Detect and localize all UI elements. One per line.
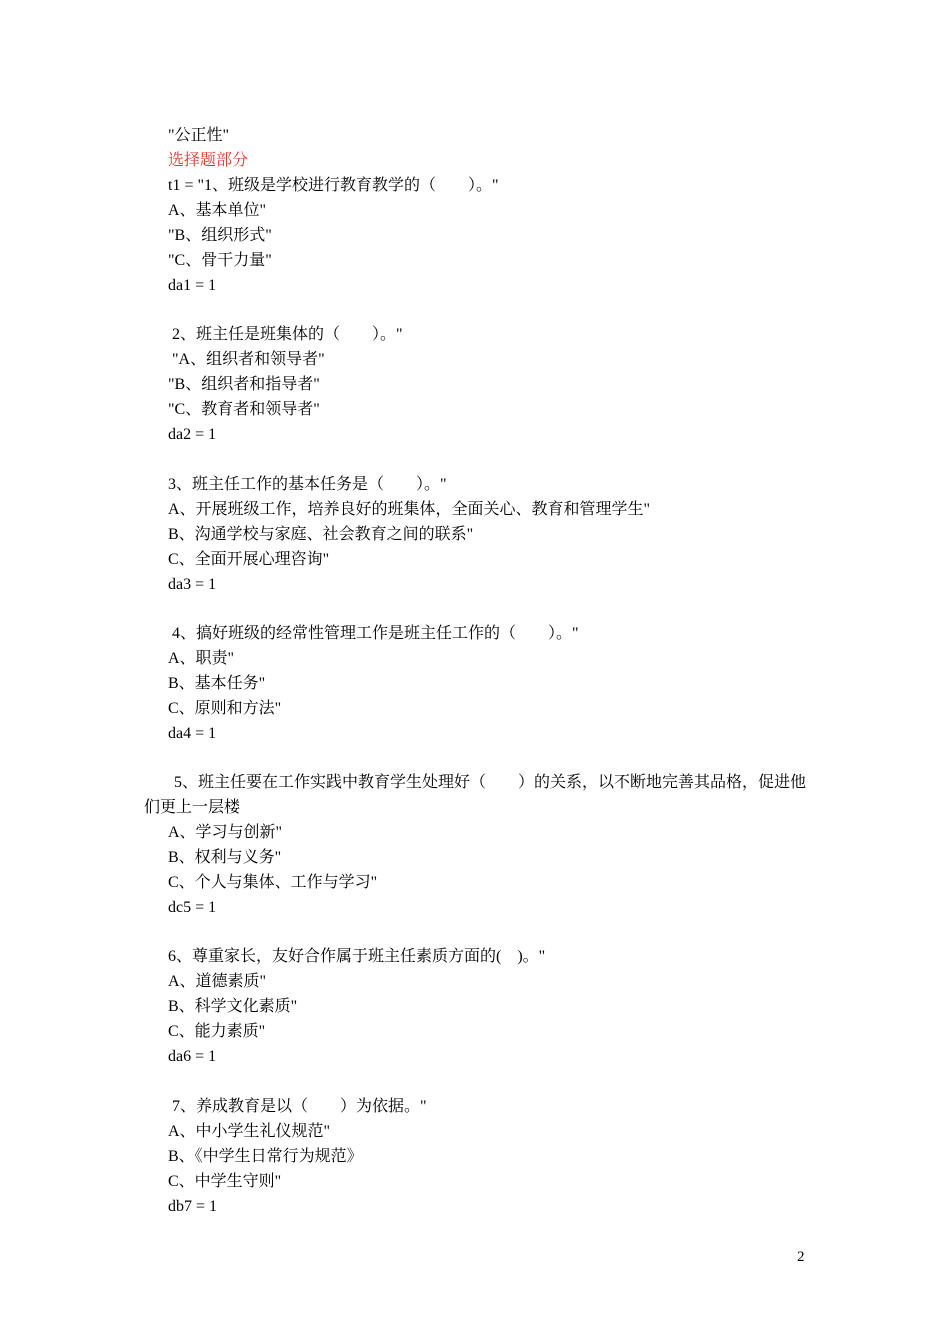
option-c: "C、骨干力量" — [168, 252, 272, 269]
option-c: C、个人与集体、工作与学习" — [168, 874, 378, 891]
option-a: A、学习与创新" — [168, 824, 283, 841]
answer-line: da1 = 1 — [168, 277, 217, 294]
option-a: A、开展班级工作，培养良好的班集体，全面关心、教育和管理学生" — [168, 501, 651, 518]
option-c: C、能力素质" — [168, 1023, 266, 1040]
question-6: 6、尊重家长，友好合作属于班主任素质方面的( )。" — [168, 948, 546, 965]
option-b: B、沟通学校与家庭、社会教育之间的联系" — [168, 526, 474, 543]
answer-line: da6 = 1 — [168, 1048, 217, 1065]
option-c: C、原则和方法" — [168, 700, 282, 717]
option-b: B、科学文化素质" — [168, 998, 298, 1015]
section-heading: 选择题部分 — [168, 152, 249, 169]
option-a: "A、组织者和领导者" — [168, 351, 325, 368]
question-1: t1 = "1、班级是学校进行教育教学的（ ）。" — [168, 177, 499, 194]
option-a: A、职责" — [168, 650, 235, 667]
text-line: "公正性" — [168, 127, 230, 144]
question-2: 2、班主任是班集体的（ ）。" — [168, 326, 403, 343]
option-a: A、道德素质" — [168, 973, 267, 990]
question-5: 5、班主任要在工作实践中教育学生处理好（ ）的关系，以不断地完善其品格，促进他 — [174, 774, 807, 791]
question-7: 7、养成教育是以（ ）为依据。" — [168, 1098, 427, 1115]
answer-line: da3 = 1 — [168, 576, 217, 593]
option-b: "B、组织者和指导者" — [168, 376, 320, 393]
answer-line: dc5 = 1 — [168, 899, 217, 916]
option-b: "B、组织形式" — [168, 227, 272, 244]
option-c: C、全面开展心理咨询" — [168, 551, 330, 568]
option-a: A、基本单位" — [168, 202, 267, 219]
answer-line: db7 = 1 — [168, 1198, 218, 1215]
answer-line: da4 = 1 — [168, 725, 217, 742]
question-3: 3、班主任工作的基本任务是（ ）。" — [168, 476, 447, 493]
option-c: "C、教育者和领导者" — [168, 401, 320, 418]
option-b: B、《中学生日常行为规范》 — [168, 1148, 363, 1165]
option-b: B、基本任务" — [168, 675, 266, 692]
option-a: A、中小学生礼仪规范" — [168, 1123, 331, 1140]
question-4: 4、搞好班级的经常性管理工作是班主任工作的（ ）。" — [168, 625, 579, 642]
option-c: C、中学生守则" — [168, 1173, 282, 1190]
question-5-continuation: 们更上一层楼 — [144, 799, 241, 816]
answer-line: da2 = 1 — [168, 426, 217, 443]
page-number: 2 — [797, 1249, 805, 1265]
option-b: B、权利与义务" — [168, 849, 282, 866]
